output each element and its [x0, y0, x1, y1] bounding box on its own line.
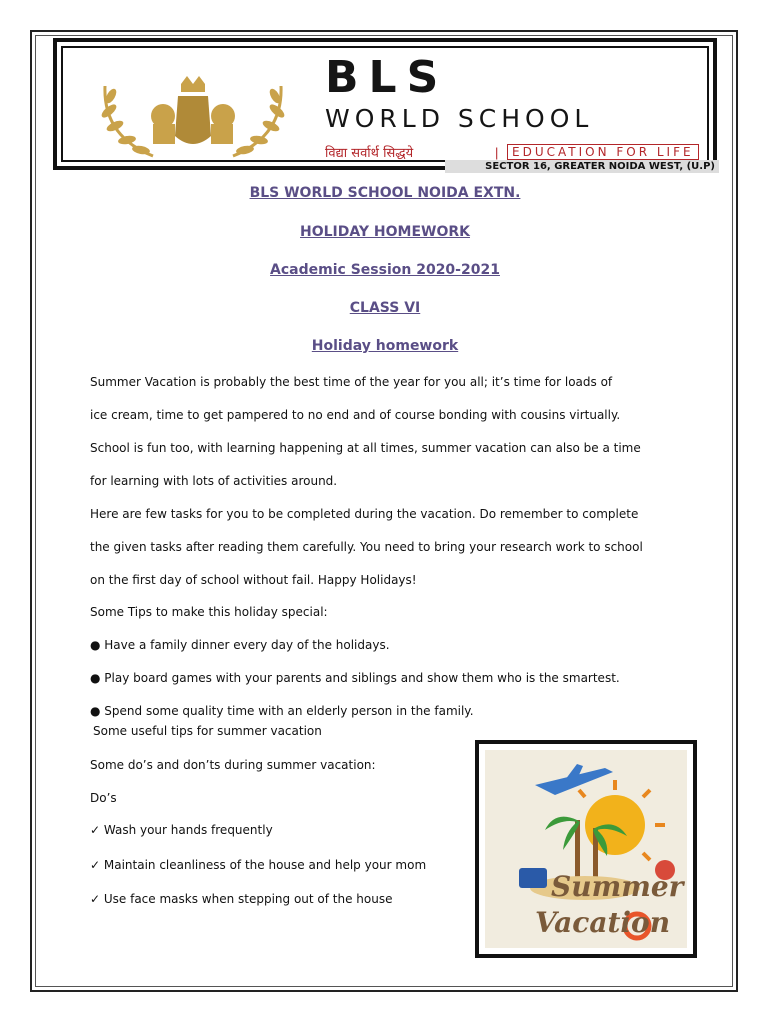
body-line: Here are few tasks for you to be completed during the vacation. Do remember to complete	[90, 507, 639, 521]
brand-world-school: WORLD SCHOOL	[325, 104, 594, 133]
bullet-item: ● Spend some quality time with an elderly person in the family.	[90, 704, 474, 718]
school-wordmark	[325, 54, 593, 134]
heading-session: Academic Session 2020-2021	[270, 262, 500, 278]
heading-subtitle: Holiday homework	[311, 338, 459, 354]
body-line: the given tasks after reading them carefully. You need to bring your research work to school	[90, 540, 643, 554]
bullet-item: ● Have a family dinner every day of the holidays.	[90, 638, 390, 652]
heading-title: HOLIDAY HOMEWORK	[300, 224, 470, 240]
check-item: ✓ Use face masks when stepping out of the house	[90, 892, 393, 906]
body-line: on the first day of school without fail. Happy Holidays!	[90, 573, 417, 587]
dos-heading: Do’s	[90, 791, 117, 805]
body-line: Summer Vacation is probably the best time of the year for you all; it’s time for loads of	[90, 375, 613, 389]
school-banner	[53, 38, 717, 170]
motto-separator: |	[495, 144, 499, 160]
school-address: SECTOR 16, GREATER NOIDA WEST, (U.P)	[445, 160, 719, 173]
bullet-item: ● Play board games with your parents and siblings and show them who is the smartest.	[90, 671, 620, 685]
heading-class: CLASS VI	[349, 300, 421, 316]
body-line: Some Tips to make this holiday special:	[90, 605, 328, 619]
summer-vacation-illustration	[485, 750, 687, 948]
body-line: Some do’s and don’ts during summer vacation:	[90, 758, 376, 772]
body-line: Some useful tips for summer vacation	[93, 724, 322, 738]
body-line: ice cream, time to get pampered to no end and of course bonding with cousins virtually.	[90, 408, 621, 422]
motto-bar	[325, 144, 709, 160]
motto-english: EDUCATION FOR LIFE	[507, 144, 699, 160]
school-banner-frame	[61, 46, 715, 172]
brand-bls: BLS	[325, 52, 449, 103]
motto-hindi: विद्या सर्वार्थ सिद्धये	[325, 146, 414, 161]
check-item: ✓ Maintain cleanliness of the house and help your mom	[90, 858, 427, 872]
summer-vacation-image	[475, 740, 697, 958]
heading-school: BLS WORLD SCHOOL NOIDA EXTN.	[249, 185, 521, 201]
body-line: for learning with lots of activities around.	[90, 474, 338, 488]
image-word-vacation: Vacation	[535, 906, 671, 939]
image-word-summer: Summer	[551, 870, 684, 903]
school-emblem-icon	[83, 56, 303, 166]
body-line: School is fun too, with learning happening at all times, summer vacation can also be a time	[90, 441, 641, 455]
check-item: ✓ Wash your hands frequently	[90, 823, 273, 837]
